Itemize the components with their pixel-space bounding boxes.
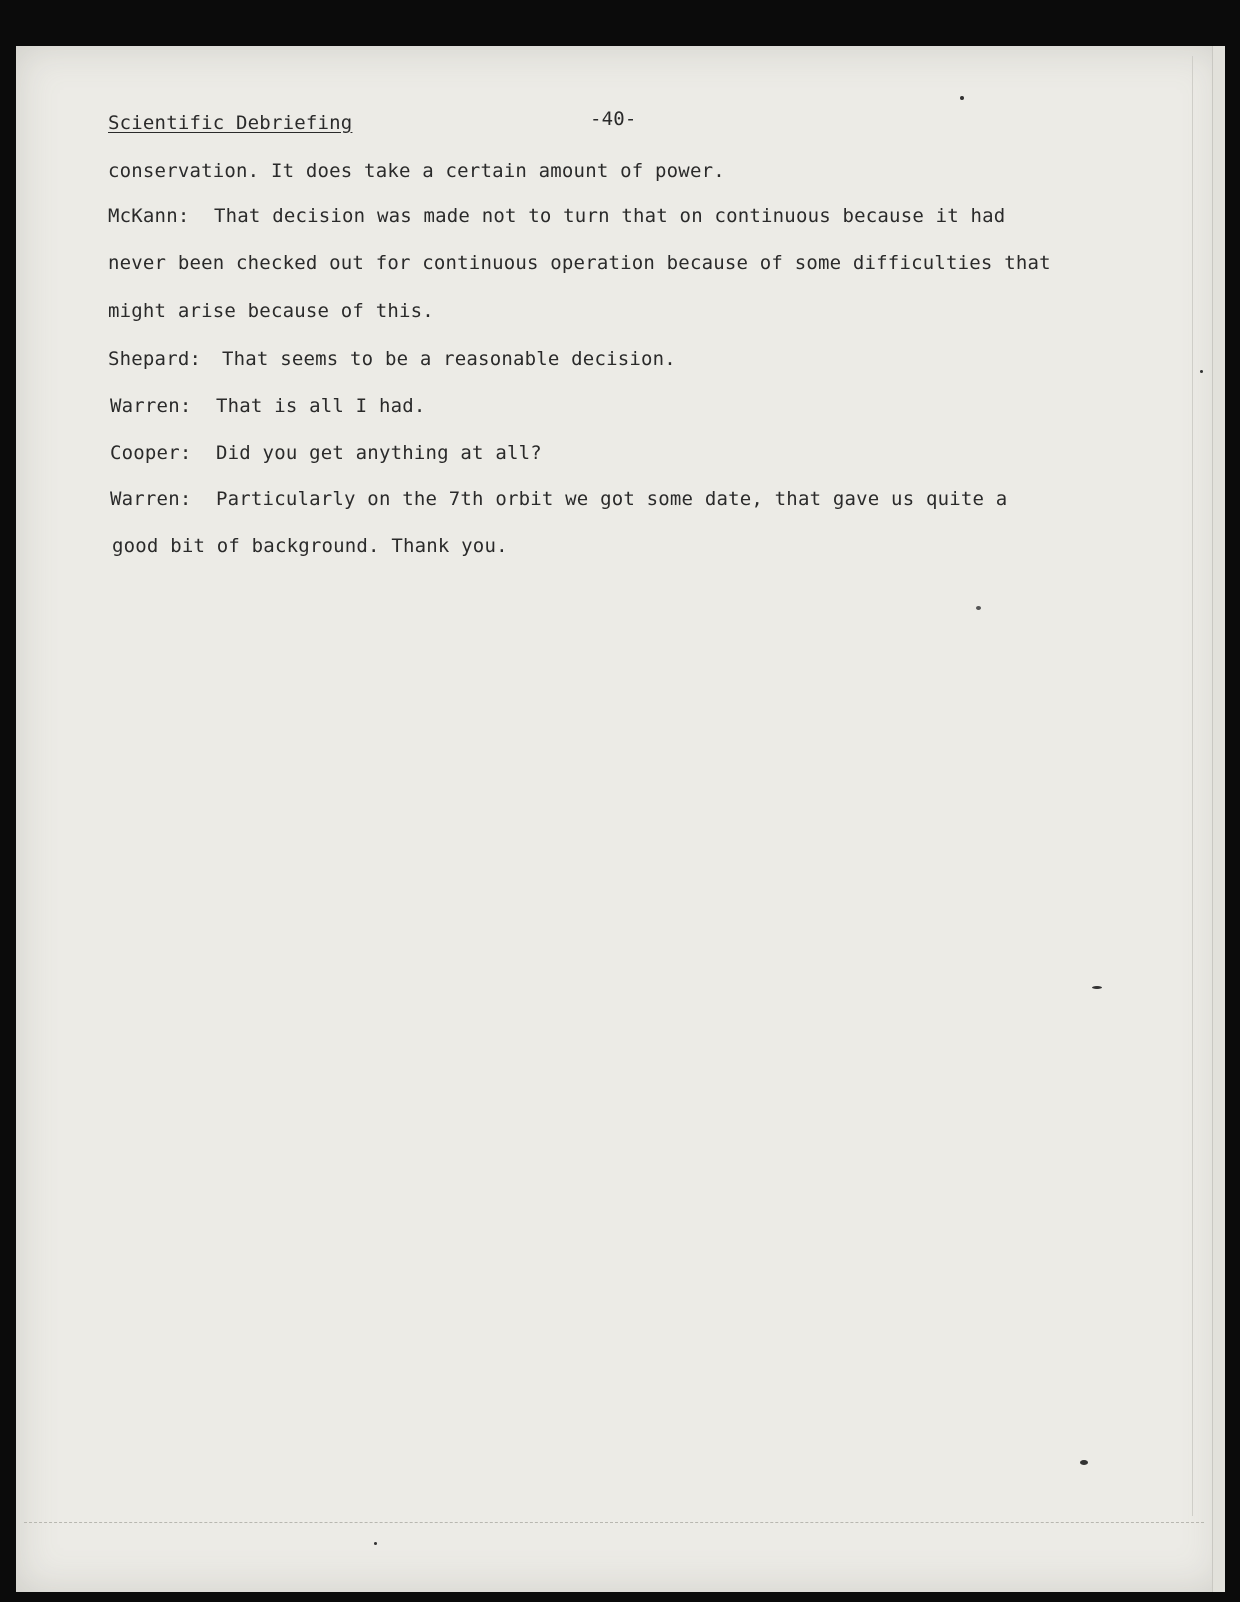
line-text: might arise because of this. <box>108 300 434 322</box>
speaker-name: Cooper: <box>110 442 192 464</box>
paper-edge <box>1212 46 1225 1592</box>
transcript-line <box>112 535 508 557</box>
paper-speck <box>1092 986 1102 989</box>
transcript-line <box>110 395 426 417</box>
line-text: That decision was made not to turn that on continuous because it had <box>214 205 1006 227</box>
speaker-name: McKann: <box>108 205 190 227</box>
transcript-line <box>110 488 1007 510</box>
speaker-name: Warren: <box>110 488 192 510</box>
bottom-rule <box>24 1522 1204 1523</box>
paper-speck <box>374 1542 377 1545</box>
line-text: Particularly on the 7th orbit we got some date, that gave us quite a <box>216 488 1008 510</box>
page-number: -40- <box>590 108 637 130</box>
line-text: conservation. It does take a certain amount of power. <box>108 160 725 182</box>
paper-sheet <box>16 46 1224 1592</box>
transcript-line <box>108 252 1051 274</box>
paper-speck <box>1080 1460 1088 1465</box>
transcript-line <box>110 442 542 464</box>
transcript-line <box>108 160 725 182</box>
line-text: Did you get anything at all? <box>216 442 542 464</box>
paper-speck <box>976 606 981 610</box>
speaker-name: Shepard: <box>108 348 202 370</box>
line-text: never been checked out for continuous operation because of some difficulties that <box>108 252 1051 274</box>
line-text: That is all I had. <box>216 395 426 417</box>
transcript-line <box>108 300 434 322</box>
margin-line <box>1192 56 1193 1516</box>
paper-speck <box>960 96 964 100</box>
line-text: That seems to be a reasonable decision. <box>222 348 676 370</box>
paper-speck <box>1200 370 1203 373</box>
document-title: Scientific Debriefing <box>108 112 353 134</box>
transcript-line <box>108 348 676 370</box>
transcript-line <box>108 205 1005 227</box>
speaker-name: Warren: <box>110 395 192 417</box>
line-text: good bit of background. Thank you. <box>112 535 508 557</box>
